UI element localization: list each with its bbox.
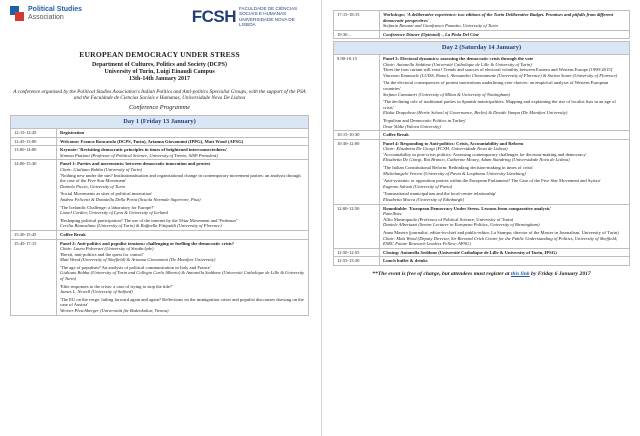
schedule-row xyxy=(334,131,630,140)
slot-line: Andrea Felicetti & Donatella Della Porta (Scuola Normale Superiore, Pisa) xyxy=(60,196,201,202)
slot-content xyxy=(380,30,630,39)
slot-content xyxy=(380,204,630,248)
slot-line: James L. Newell (University of Salford) xyxy=(60,289,133,295)
slot-chair: Simona Piattoni (Professor of Political Science, University of Trento; SISP President) xyxy=(60,152,218,158)
day2-table xyxy=(333,41,630,266)
schedule-row xyxy=(11,146,309,160)
fcsh-line1: FACULDADE DE CIÊNCIAS xyxy=(239,6,298,11)
slot-chair: Panellists: xyxy=(383,211,403,217)
evening-table xyxy=(333,10,630,39)
slot-line: 'Elite responses to the crisis: a case of trying to stop the tide?' xyxy=(60,283,173,289)
day-header-row xyxy=(334,42,630,55)
slot-content xyxy=(380,131,630,140)
slot-line: Werner Pleschberger (Universität für Bodenkultur, Vienna) xyxy=(60,308,169,314)
slot-line: Anna Masera (journalist, editor-in-chief and public-editor, La Stampa; director of the Master in Journalism, University of Turin) xyxy=(383,230,619,235)
slot-line: Elisabetta De Giorgi, Rui Branco, Catherine Moury, Adam Standring (Universidade Nova de Lisboa) xyxy=(383,157,570,163)
slot-line: 'The EU on the verge, failing forward again and again? Reflections on the immigration crises and populist discourses drawing on the case of Austria' xyxy=(60,296,304,308)
conference-title: EUROPEAN DEMOCRACY UNDER STRESS xyxy=(79,50,240,59)
slot-line: Lionel Cordier, University of Lyon & University of Iceland xyxy=(60,210,168,216)
slot-title: Coffee Break xyxy=(60,231,86,237)
slot-line: Alfio Mastropaolo (Professor of Political Science, University of Turin) xyxy=(383,216,514,222)
slot-time: 17:15-18:15 xyxy=(334,11,380,31)
slot-line: Daniele Albertazzi (Senior Lecturer in European Politics, University of Birmingham) xyxy=(383,222,540,228)
campus: University of Turin, Luigi Einaudi Campus xyxy=(104,69,215,75)
slot-content xyxy=(380,248,630,257)
slot-line: Matt Wood (University of Sheffield) & Arianna Giovannini (De Montfort University) xyxy=(60,257,216,263)
slot-title: Keynote: 'Revisiting democratic principles in times of heightened interconnectedness' xyxy=(60,147,228,153)
slot-line: 'Accountability in post-crisis politics: Assessing contemporary challenges for decision-making and democracy' xyxy=(383,151,587,157)
slot-line: 'Reshaping political participation? The use of the internet by the 5Star Movement and 'Podemos'' xyxy=(60,217,238,223)
schedule-row xyxy=(334,204,630,248)
slot-time: 12:00-12:50 xyxy=(334,204,380,248)
slot-line: 'Does the iron curtain still exist? Trends and sources of electoral volatility between Eastern and Western Europe (1990-2015)' xyxy=(383,67,613,73)
slot-time: 12:45-13:00 xyxy=(11,137,57,146)
fcsh-logo xyxy=(192,6,309,28)
fcsh-abbr: FCSH xyxy=(191,6,236,26)
slot-time: 9.00-10.15 xyxy=(334,54,380,130)
slot-chair: Chair: Giuliano Bobba (University of Turin) xyxy=(60,166,143,172)
programme-subtitle: Conference Programme xyxy=(128,104,191,112)
slot-content xyxy=(380,257,630,266)
slot-line: Stefania Ravazzi and Gianfranco Pomatto, University of Turin xyxy=(383,23,498,29)
slot-line: 'Brexit, anti-politics and the quest for control' xyxy=(60,251,144,257)
slot-line: 'Social Movements as sites of political innovation' xyxy=(60,191,153,197)
slot-title: Panel 3: Electoral dynamics: assessing the democratic crisis through the vote xyxy=(383,55,534,61)
psa-name2: Association xyxy=(28,14,64,21)
psa-name: Political Studies xyxy=(28,6,83,13)
day-title: Day 2 (Saturday 14 January) xyxy=(334,42,630,55)
day-title: Day 1 (Friday 13 January) xyxy=(11,116,309,129)
slot-content xyxy=(57,146,309,160)
slot-title: Panel 4: Responding to Anti-politics: Crisis, Accountability and Reform xyxy=(383,140,524,146)
schedule-row xyxy=(334,30,630,39)
slot-title: Lunch buffet & drinks xyxy=(383,258,428,264)
slot-time: 10:15-10:30 xyxy=(334,131,380,140)
dates: 13th-14th January 2017 xyxy=(128,76,190,82)
slot-line: Onur Yildiz (Yalova University) xyxy=(383,123,441,129)
schedule-row xyxy=(11,129,309,138)
registration-note xyxy=(333,271,630,277)
page-right xyxy=(325,0,640,436)
intro-text: A conference organised by the Political Studies Association's Italian Politics and Anti-politics Specialist Groups, with the support of the PSA and the Faculdade de Ciencias Sociais e Humanas, Universidade Nova De Lisboa xyxy=(13,89,306,102)
note-after: by Friday 6 January 2017 xyxy=(529,270,591,277)
slot-line: 'Anti-systemic or opposition parties within the European Parliament? The Case of the Five Star Movement and Syriza' xyxy=(383,178,601,184)
slot-content xyxy=(380,54,630,130)
slot-line: 'On the electoral consequences of protest motivations underlining vote choices: an empirical analysis of Western European countries' xyxy=(383,80,609,91)
day1-table xyxy=(10,115,309,315)
slot-time: 14:00-15:30 xyxy=(11,160,57,231)
fcsh-line3: UNIVERSIDADE NOVA DE LISBOA xyxy=(239,16,295,28)
slot-time: 12:50-12:55 xyxy=(334,248,380,257)
schedule-row xyxy=(11,230,309,239)
fcsh-line2: SOCIAIS E HUMANAS xyxy=(239,11,287,17)
slot-line: 'The declining role of traditional parties in Spanish municipalities. Mapping and explaining the rise of localist lists in an age of crisis' xyxy=(383,99,616,110)
department: Department of Cultures, Politics and Society (DCPS) xyxy=(91,62,228,68)
schedule-row xyxy=(334,257,630,266)
slot-line: Michelangelo Vercesi (University of Pavia & Leuphana University Lüneburg) xyxy=(383,170,526,176)
registration-link[interactable]: this link xyxy=(510,270,530,277)
slot-title: Workshops: 'A deliberative experience: two editions of the Turin Deliberative Budget. Promises and pitfalls from different democratic perspectives' xyxy=(383,12,614,23)
slot-content xyxy=(380,139,630,204)
schedule-row xyxy=(11,137,309,146)
slot-chair: Chair: Antonella Seddone (Université Catholique de Lille & University of Turin) xyxy=(383,61,532,67)
slot-title: Panel 2: Anti-politics and populist tensions: challenging or fuelling the democratic crisis? xyxy=(60,240,235,246)
slot-line: 'Transnational municipalism and the local-centre relationship' xyxy=(383,191,497,197)
slot-content xyxy=(57,160,309,231)
slot-line: Daniela Piccio, University of Turin xyxy=(60,183,125,189)
slot-line: 'Populism and Democratic Politics in Turkey' xyxy=(383,117,467,123)
schedule-row xyxy=(334,11,630,31)
slot-line: 'Nothing new under the sun? Institutionalisation and organisational change in contemporary movement parties: an analysis through the case of the Five Star Movement' xyxy=(60,172,301,184)
slot-chair: Chair: Elisabetta De Giorgi (FCSH, Universidade Nova de Lisboa) xyxy=(383,146,508,152)
slot-chair: Chair: Laura Polverari (University of Strathclyde) xyxy=(60,246,154,252)
slot-time: 10:30-12:00 xyxy=(334,139,380,204)
slot-line: Giuliano Bobba (University of Turin and Collegio Carlo Alberto) & Antonella Seddone (Université Catholique de Lille & University of Turin) xyxy=(60,270,305,282)
slot-title: Coffee Break xyxy=(383,132,409,138)
slot-time: 15:45-17:15 xyxy=(11,239,57,315)
schedule-row xyxy=(11,160,309,231)
slot-line: 'The Icelandic Challenge: a laboratory for Europe?' xyxy=(60,204,154,210)
schedule-row xyxy=(334,54,630,130)
slot-time: 15:30-15:45 xyxy=(11,230,57,239)
psa-logo xyxy=(10,6,82,22)
slot-time: 19:30 – xyxy=(334,30,380,39)
slot-line: Elisabetta Mocca (University of Edinburgh) xyxy=(383,197,464,203)
slot-content xyxy=(57,230,309,239)
slot-content xyxy=(57,137,309,146)
slot-time: 12:15-12:45 xyxy=(11,129,57,138)
schedule-row xyxy=(11,239,309,315)
slot-line: Chair: Matt Wood (Deputy Director, Sir Bernard Crick Centre for the Public Understanding of Politics, University of Sheffield; ESRC Future Research Leaders Fellow; APSG) xyxy=(383,235,618,247)
slot-title: Registration xyxy=(60,130,85,135)
slot-title: Closing: Antonella Seddone (Université Catholique de Lille & University of Turin, IPSG) xyxy=(383,249,557,255)
slot-time: 13:00-14:00 xyxy=(11,146,57,160)
slot-line: Vincenzo Emanuele (LUISS, Rome), Alessandro Chiaramonte (University of Florence) & Sorina Soare (University of Florence) xyxy=(383,72,618,78)
logo-bar xyxy=(10,6,309,48)
slot-title: Panel 1: Parties and movements: between democratic innovation and protest xyxy=(60,161,211,167)
slot-content xyxy=(57,129,309,138)
schedule-row xyxy=(334,139,630,204)
slot-line: Eugenio Salvati (University of Pavia) xyxy=(383,183,453,189)
slot-line: 'The age of populism? An analysis of political communication in Italy and France' xyxy=(60,264,211,270)
slot-line: Eliska Drapalova (Hertie School of Governance, Berlin) & Davide Vampa (De Montfort University) xyxy=(383,110,568,116)
slot-line: Stefano Camatarri (University of Milan & University of Nottingham) xyxy=(383,91,511,97)
slot-title: Welcome: Franca Roncarolo (DCPS, Turin), Arianna Giovannini (IPPG), Matt Wood (APSG) xyxy=(60,138,244,144)
slot-content xyxy=(380,11,630,31)
slot-content xyxy=(57,239,309,315)
slot-line: Cecilia Biancalana (University of Turin) & Raffaella Fittipaldi (University of Florence) xyxy=(60,223,222,229)
psa-mark-icon xyxy=(10,6,24,22)
slot-line: 'The Italian Constitutional Reform: Rethinking decision-making in times of crisis' xyxy=(383,165,534,171)
schedule-row xyxy=(334,248,630,257)
note-before: **The event is free of charge, but attendees must register at xyxy=(372,270,511,277)
slot-title: Conference Dinner (Optional) – La Piola Del Cine xyxy=(383,31,480,37)
day-header-row xyxy=(11,116,309,129)
slot-title: Roundtable: 'European Democracy Under Stress. Lessons from comparative analysis' xyxy=(383,205,551,211)
slot-time: 12:55-13:30 xyxy=(334,257,380,266)
